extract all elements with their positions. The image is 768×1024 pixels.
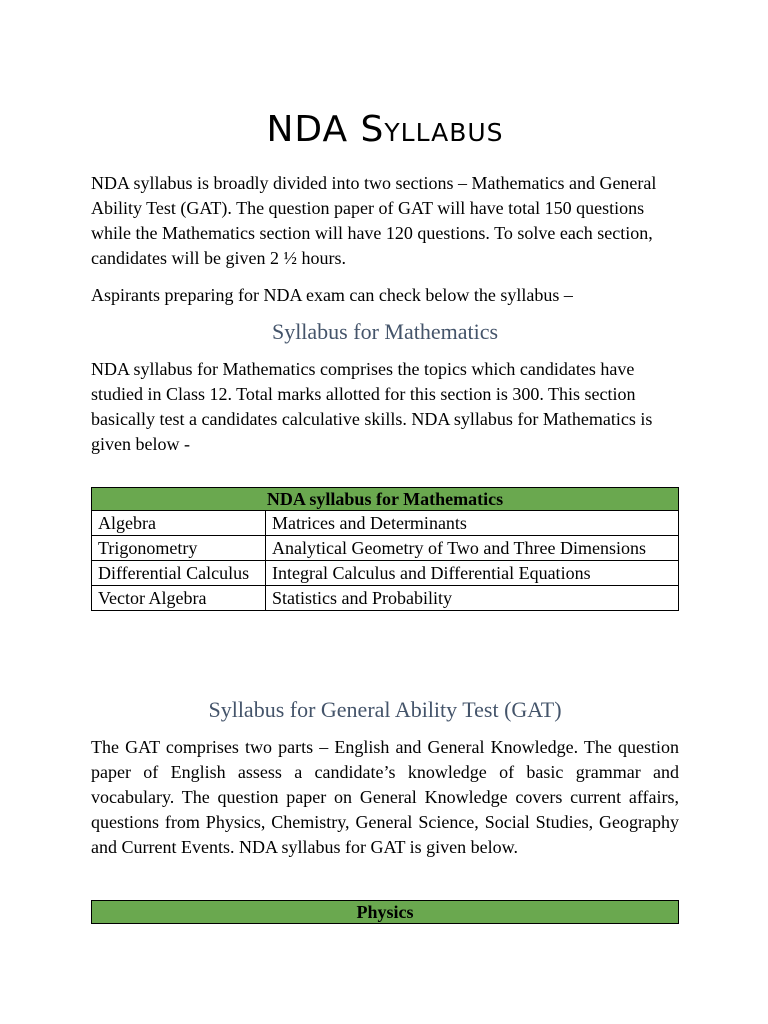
table-cell: Vector Algebra: [92, 586, 266, 611]
table-row: [92, 536, 679, 561]
table-row: [92, 561, 679, 586]
table-cell: Integral Calculus and Differential Equations: [266, 561, 679, 586]
table-cell: Algebra: [92, 511, 266, 536]
table-cell: Differential Calculus: [92, 561, 266, 586]
table-cell: Matrices and Determinants: [266, 511, 679, 536]
gat-paragraph: The GAT comprises two parts – English and General Knowledge. The question paper of English assess a candidate’s knowledge of basic grammar and vocabulary. The question paper on General Knowledge covers current affairs, questions from Physics, Chemistry, General Science, Social Studies, Geography and Current Events. NDA syllabus for GAT is given below.: [91, 737, 679, 857]
math-syllabus-table: [91, 487, 679, 611]
table-header-row: [92, 488, 679, 511]
table-row: [92, 586, 679, 611]
table-cell: Analytical Geometry of Two and Three Dimensions: [266, 536, 679, 561]
table-row: [92, 511, 679, 536]
math-paragraph: NDA syllabus for Mathematics comprises the topics which candidates have studied in Class 12. Total marks allotted for this section is 300. This section basically test a candidates calculative skills. NDA syllabus for Mathematics is given below -: [91, 359, 653, 454]
table-header: NDA syllabus for Mathematics: [92, 488, 679, 511]
math-heading: Syllabus for Mathematics: [271, 319, 499, 344]
table-cell: Trigonometry: [92, 536, 266, 561]
gat-heading: Syllabus for General Ability Test (GAT): [208, 697, 562, 722]
page-title: NDA Syllabus: [266, 109, 504, 150]
table-header: Physics: [92, 901, 679, 924]
table-cell: Statistics and Probability: [266, 586, 679, 611]
table-header-row: [92, 901, 679, 924]
physics-table: [91, 900, 679, 924]
aspirants-paragraph: Aspirants preparing for NDA exam can check below the syllabus –: [91, 285, 573, 305]
intro-paragraph: NDA syllabus is broadly divided into two sections – Mathematics and General Ability Test (GAT). The question paper of GAT will have total 150 questions while the Mathematics section will have 120 questions. To solve each section, candidates will be given 2 ½ hours.: [91, 173, 657, 268]
